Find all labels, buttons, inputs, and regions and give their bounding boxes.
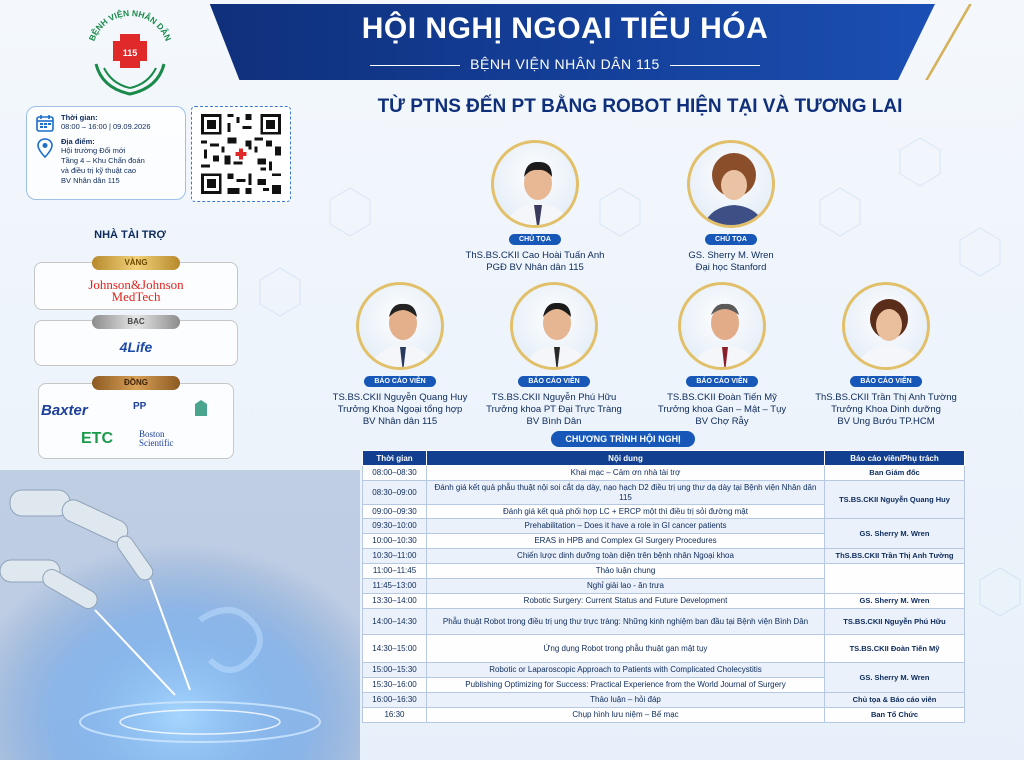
row-content: Chiến lược dinh dưỡng toàn diện trên bệnh nhân Ngoại khoa bbox=[427, 549, 825, 564]
chair-photo bbox=[687, 140, 775, 228]
speaker-title: Trưởng Khoa Dinh dưỡng bbox=[831, 404, 941, 415]
row-time: 11:00–11:45 bbox=[363, 564, 427, 579]
row-content: Publishing Optimizing for Success: Practical Experience from the World Journal of Surgery bbox=[427, 678, 825, 693]
speaker-hospital: BV Bình Dân bbox=[526, 416, 582, 427]
speaker-role-badge: BÁO CÁO VIÊN bbox=[364, 376, 435, 387]
table-row bbox=[363, 693, 965, 708]
row-time: 10:00–10:30 bbox=[363, 534, 427, 549]
speaker-photo bbox=[510, 282, 598, 370]
place-label: Địa điểm: bbox=[61, 137, 95, 146]
logo-number: 115 bbox=[122, 48, 138, 58]
row-content: ERAS in HPB and Complex GI Surgery Procedures bbox=[427, 534, 825, 549]
chair-role-badge: CHỦ TỌA bbox=[705, 234, 757, 245]
row-speaker: TS.BS.CKII Nguyễn Phú Hữu bbox=[825, 609, 965, 635]
baxter-logo: Baxter bbox=[41, 402, 88, 419]
speaker-hospital: BV Chợ Rẫy bbox=[695, 416, 749, 427]
row-speaker: GS. Sherry M. Wren bbox=[825, 594, 965, 609]
row-time: 15:30–16:00 bbox=[363, 678, 427, 693]
table-row bbox=[363, 564, 965, 579]
row-content: Phẫu thuật Robot trong điều trị ung thư trực tràng: Những kinh nghiệm ban đầu tại Bệnh viện Bình Dân bbox=[427, 609, 825, 635]
time-value: 08:00 – 16:00 | 09.09.2026 bbox=[61, 122, 151, 131]
row-speaker-empty bbox=[825, 564, 965, 594]
chair-name: GS. Sherry M. Wren bbox=[688, 250, 774, 261]
table-row bbox=[363, 466, 965, 481]
hospital-logo bbox=[82, 8, 178, 100]
speaker-name: TS.BS.CKII Nguyễn Quang Huy bbox=[332, 392, 468, 403]
4life-logo: 4Life bbox=[119, 339, 153, 355]
bronze-sponsor-box bbox=[38, 383, 234, 459]
column-header-time: Thời gian bbox=[363, 451, 427, 466]
chair-photo bbox=[491, 140, 579, 228]
speaker-card bbox=[632, 282, 812, 428]
speaker-title: Trưởng Khoa Ngoại tổng hợp bbox=[337, 404, 463, 415]
speaker-hospital: BV Nhân dân 115 bbox=[362, 416, 438, 427]
avatar bbox=[359, 285, 444, 370]
row-content: Nghỉ giải lao - ăn trưa bbox=[427, 579, 825, 594]
speaker-photo bbox=[842, 282, 930, 370]
chair-title: PGĐ BV Nhân dân 115 bbox=[486, 262, 584, 273]
column-header-speaker: Báo cáo viên/Phụ trách bbox=[825, 451, 965, 466]
row-content: Robotic Surgery: Current Status and Future Development bbox=[427, 594, 825, 609]
row-content: Chụp hình lưu niệm – Bế mạc bbox=[427, 708, 825, 723]
place-line: và điều trị kỹ thuật cao bbox=[61, 166, 137, 175]
table-row bbox=[363, 594, 965, 609]
speaker-role-badge: BÁO CÁO VIÊN bbox=[518, 376, 589, 387]
time-row bbox=[35, 113, 179, 133]
row-speaker: TS.BS.CKII Nguyễn Quang Huy bbox=[825, 481, 965, 519]
medtech-logo: MedTech bbox=[111, 289, 161, 304]
speaker-card bbox=[310, 282, 490, 428]
speaker-hospital: BV Ung Bướu TP.HCM bbox=[837, 416, 935, 427]
johnson-johnson-logo: Johnson&Johnson bbox=[88, 277, 184, 292]
row-speaker: Chủ tọa & Báo cáo viên bbox=[825, 693, 965, 708]
program-header-row bbox=[363, 451, 965, 466]
speaker-name: TS.BS.CKII Đoàn Tiến Mỹ bbox=[667, 392, 777, 403]
row-time: 16:30 bbox=[363, 708, 427, 723]
bronze-tier-badge: ĐỒNG bbox=[92, 376, 180, 390]
etc-logo: ETC bbox=[81, 430, 113, 447]
calendar-icon bbox=[35, 113, 55, 133]
row-time: 13:30–14:00 bbox=[363, 594, 427, 609]
row-time: 08:00–08:30 bbox=[363, 466, 427, 481]
row-time: 14:30–15:00 bbox=[363, 635, 427, 663]
topic-title: TỪ PTNS ĐẾN PT BẰNG ROBOT HIỆN TẠI VÀ TƯƠNG LAI bbox=[377, 96, 903, 117]
row-speaker: Ban Tổ Chức bbox=[825, 708, 965, 723]
row-content: Ứng dụng Robot trong phẫu thuật gan mật tụy bbox=[427, 635, 825, 663]
row-time: 09:00–09:30 bbox=[363, 505, 427, 519]
speaker-card bbox=[464, 282, 644, 428]
row-time: 16:00–16:30 bbox=[363, 693, 427, 708]
chair-role-badge: CHỦ TỌA bbox=[509, 234, 561, 245]
row-speaker: GS. Sherry M. Wren bbox=[825, 519, 965, 549]
chair-card bbox=[626, 140, 836, 274]
speaker-photo bbox=[678, 282, 766, 370]
boston-scientific-logo: Boston bbox=[139, 429, 165, 439]
row-content: Prehabilitation – Does it have a role in GI cancer patients bbox=[427, 519, 825, 534]
row-speaker: Ban Giám đốc bbox=[825, 466, 965, 481]
row-content: Khai mạc – Cảm ơn nhà tài trợ bbox=[427, 466, 825, 481]
table-row bbox=[363, 635, 965, 663]
column-header-content: Nội dung bbox=[427, 451, 825, 466]
table-row bbox=[363, 708, 965, 723]
place-line: Tầng 4 – Khu Chẩn đoán bbox=[61, 156, 145, 165]
row-time: 15:00–15:30 bbox=[363, 663, 427, 678]
speaker-role-badge: BÁO CÁO VIÊN bbox=[686, 376, 757, 387]
speaker-title: Trưởng khoa Gan – Mật – Tụy bbox=[657, 404, 787, 415]
row-time: 11:45–13:00 bbox=[363, 579, 427, 594]
chair-card bbox=[430, 140, 640, 274]
event-info-box bbox=[26, 106, 186, 200]
time-label: Thời gian: bbox=[61, 113, 98, 122]
speaker-name: ThS.BS.CKII Trần Thị Anh Tường bbox=[815, 392, 957, 403]
qr-code[interactable] bbox=[191, 106, 291, 202]
row-speaker: GS. Sherry M. Wren bbox=[825, 663, 965, 693]
place-row bbox=[35, 137, 179, 186]
speaker-role-badge: BÁO CÁO VIÊN bbox=[850, 376, 921, 387]
qr-code-icon bbox=[196, 111, 286, 197]
hospital-subtitle: BỆNH VIỆN NHÂN DÂN 115 bbox=[200, 56, 930, 72]
sponsors-title: NHÀ TÀI TRỢ bbox=[94, 229, 166, 241]
chair-name: ThS.BS.CKII Cao Hoài Tuấn Anh bbox=[465, 250, 605, 261]
row-content: Thảo luận – hỏi đáp bbox=[427, 693, 825, 708]
avatar bbox=[494, 143, 579, 228]
table-row bbox=[363, 549, 965, 564]
avatar bbox=[845, 285, 930, 370]
boston-pharma-icon bbox=[191, 398, 211, 418]
conference-title: HỘI NGHỊ NGOẠI TIÊU HÓA bbox=[361, 12, 769, 45]
pp-pharma-logo: PP bbox=[133, 401, 147, 412]
table-row bbox=[363, 519, 965, 534]
place-line: Hội trường Đổi mới bbox=[61, 146, 126, 155]
program-header: CHƯƠNG TRÌNH HỘI NGHỊ bbox=[551, 431, 695, 447]
speaker-name: TS.BS.CKII Nguyễn Phú Hữu bbox=[491, 392, 617, 403]
surgical-robot-illustration bbox=[0, 470, 360, 760]
place-line: BV Nhân dân 115 bbox=[61, 176, 120, 185]
avatar bbox=[513, 285, 598, 370]
row-time: 10:30–11:00 bbox=[363, 549, 427, 564]
row-speaker: ThS.BS.CKII Trần Thị Anh Tường bbox=[825, 549, 965, 564]
row-content: Thảo luận chung bbox=[427, 564, 825, 579]
row-time: 09:30–10:00 bbox=[363, 519, 427, 534]
table-row bbox=[363, 663, 965, 678]
gold-tier-badge: VÀNG bbox=[92, 256, 180, 270]
row-time: 14:00–14:30 bbox=[363, 609, 427, 635]
program-table bbox=[362, 450, 965, 723]
location-pin-icon bbox=[35, 137, 55, 159]
row-speaker: TS.BS.CKII Đoàn Tiến Mỹ bbox=[825, 635, 965, 663]
chair-title: Đại học Stanford bbox=[695, 262, 767, 273]
speaker-title: Trưởng khoa PT Đại Trực Tràng bbox=[486, 404, 622, 415]
row-time: 08:30–09:00 bbox=[363, 481, 427, 505]
speaker-photo bbox=[356, 282, 444, 370]
table-row bbox=[363, 481, 965, 505]
boston-scientific-logo-line2: Scientific bbox=[139, 438, 174, 448]
row-content: Đánh giá kết quả phẫu thuật nội soi cắt dạ dày, nạo hạch D2 điều trị ung thư dạ dày tại Bệnh viện Nhân dân 115 bbox=[427, 481, 825, 505]
logo-arc-text: BỆNH VIỆN NHÂN DÂN bbox=[86, 8, 174, 43]
avatar bbox=[690, 143, 775, 228]
avatar bbox=[681, 285, 766, 370]
row-content: Đánh giá kết quả phối hợp LC + ERCP một thì điều trị sỏi đường mật bbox=[427, 505, 825, 519]
table-row bbox=[363, 609, 965, 635]
silver-tier-badge: BẠC bbox=[92, 315, 180, 329]
speaker-card bbox=[796, 282, 976, 428]
row-content: Robotic or Laparoscopic Approach to Patients with Complicated Cholecystitis bbox=[427, 663, 825, 678]
